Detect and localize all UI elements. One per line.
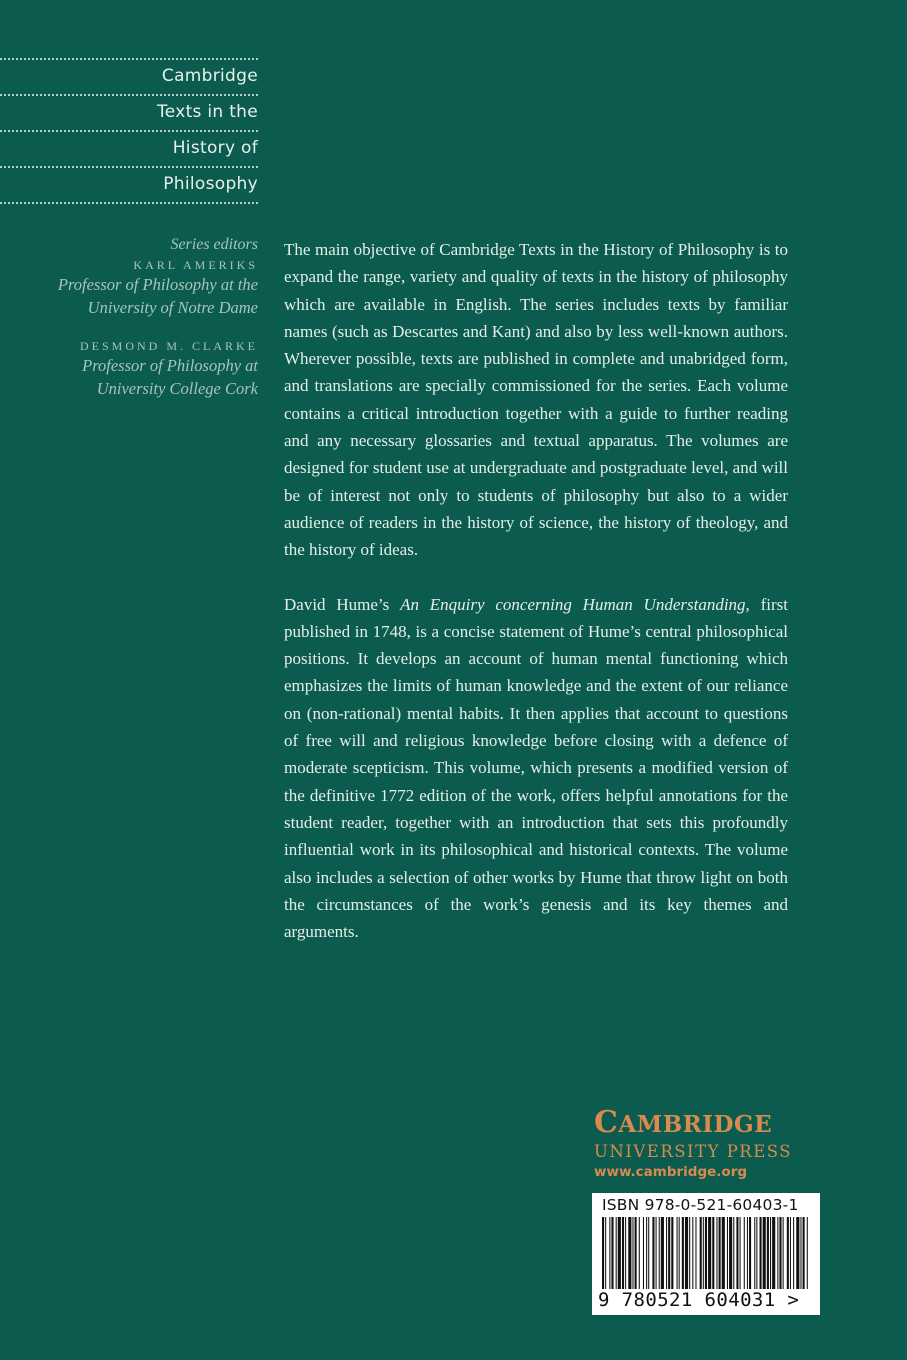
blurb — [284, 236, 788, 945]
series-editors — [0, 236, 258, 400]
series-line-1: Cambridge — [0, 58, 258, 94]
editor-title: Professor of Philosophy at the — [57, 275, 258, 294]
series-line-4: Philosophy — [0, 166, 258, 204]
editor-title: University of Notre Dame — [87, 298, 258, 317]
barcode-digits: 9 780521 604031 > — [598, 1289, 800, 1311]
publisher-name: CAMBRIDGE — [594, 1105, 773, 1140]
editor-name: KARL AMERIKS — [133, 258, 258, 272]
series-line-2: Texts in the — [0, 94, 258, 130]
publisher-url: www.cambridge.org — [594, 1164, 748, 1180]
isbn-number: ISBN 978-0-521-60403-1 — [602, 1196, 799, 1214]
editor-title: University College Cork — [96, 379, 258, 398]
series-title — [0, 58, 258, 204]
publisher-logo — [594, 1106, 822, 1180]
series-description: The main objective of Cambridge Texts in the History of Philosophy is to expand the range, variety and quality of texts in the history of philosophy which are available in English. The series includes texts by familiar names (such as Descartes and Kant) and also by less well-known authors. Wherever possible, texts are published in complete and unabridged form, and translations are specially commissioned for the series. Each volume contains a critical introduction together with a guide to further reading and any necessary glossaries and textual apparatus. The volumes are designed for student use at undergraduate and postgraduate level, and will be of interest not only to students of philosophy but also to a wider audience of readers in the history of science, the history of theology, and the history of ideas. — [284, 240, 788, 560]
book-description-rest: first published in 1748, is a concise statement of Hume’s central philosophical positions. It develops an account of human mental functioning which emphasizes the limits of human knowledge and the extent of our reliance on (non-rational) mental habits. It then applies that account to questions of free will and religious knowledge before closing with a defence of moderate scepticism. This volume, which presents a modified version of the definitive 1772 edition of the work, offers helpful annotations for the student reader, together with an introduction that sets this profoundly influential work in its philosophical and historical contexts. The volume also includes a selection of other works by Hume that throw light on both the circumstances of the work’s genesis and its key themes and arguments. — [284, 594, 789, 942]
barcode-bars — [602, 1217, 810, 1289]
editor-title: Professor of Philosophy at — [82, 356, 258, 375]
series-editors-label: Series editors — [170, 236, 258, 253]
book-title: An Enquiry concerning Human Understanding, — [400, 594, 750, 614]
book-description-intro: David Hume’s — [284, 594, 401, 614]
editor-name: DESMOND M. CLARKE — [79, 339, 258, 353]
isbn-barcode — [592, 1193, 820, 1315]
series-line-3: History of — [0, 130, 258, 166]
publisher-press: UNIVERSITY PRESS — [594, 1142, 793, 1161]
book-description — [284, 591, 788, 946]
